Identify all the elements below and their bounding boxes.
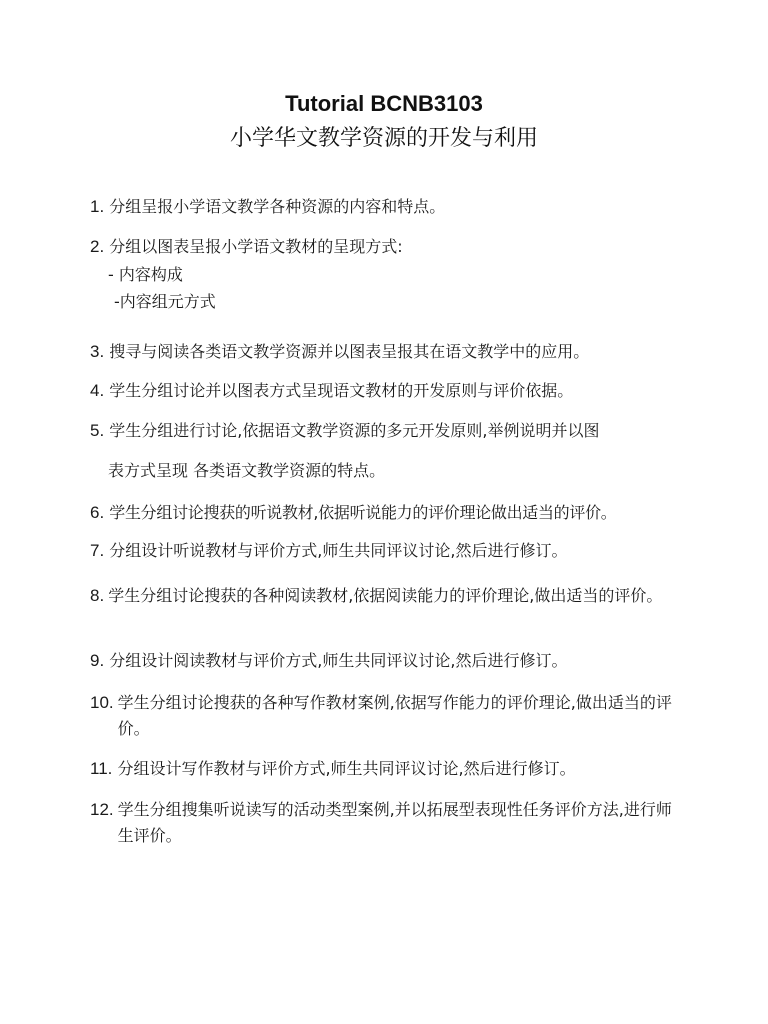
item-text: 分组设计阅读教材与评价方式,师生共同评议讨论,然后进行修订。	[109, 651, 568, 670]
item-number: 11.	[90, 759, 113, 778]
item-number: 7.	[90, 541, 105, 560]
item-number: 12.	[90, 800, 114, 819]
item-text: 学生分组进行讨论,依据语文教学资源的多元开发原则,举例说明并以图	[109, 421, 600, 440]
item-text: 学生分组讨论搜获的各种阅读教材,依据阅读能力的评价理论,做出适当的评价。	[108, 586, 663, 605]
item-text: 分组呈报小学语文教学各种资源的内容和特点。	[109, 197, 446, 216]
item-number: 3.	[90, 342, 105, 361]
list-item-4	[90, 378, 710, 404]
list-item-10	[90, 690, 680, 742]
list-item-6	[90, 500, 700, 526]
item-number: 10.	[90, 693, 114, 712]
item-number: 2.	[90, 237, 105, 256]
item-text: 学生分组搜集听说读写的活动类型案例,并以拓展型表现性任务评价方法,进行师生评价。	[117, 800, 672, 845]
sub-item-content-grouping: -内容组元方式	[114, 292, 216, 311]
list-item-3	[90, 339, 710, 365]
item-text: 分组设计写作教材与评价方式,师生共同评议讨论,然后进行修订。	[117, 759, 576, 778]
course-title: Tutorial BCNB3103	[285, 91, 483, 116]
item-number: 1.	[90, 197, 105, 216]
item-text: 学生分组讨论并以图表方式呈现语文教材的开发原则与评价依据。	[109, 381, 574, 400]
item-text: 学生分组讨论搜获的听说教材,依据听说能力的评价理论做出适当的评价。	[109, 503, 617, 522]
item-number: 8.	[90, 586, 105, 605]
sub-item-content-composition: - 内容构成	[108, 265, 183, 284]
list-item-1	[90, 194, 710, 220]
list-item-9	[90, 648, 710, 674]
course-subtitle: 小学华文教学资源的开发与利用	[229, 126, 538, 151]
item-text: 搜寻与阅读各类语文教学资源并以图表呈报其在语文教学中的应用。	[109, 342, 590, 361]
list-item-11	[90, 756, 710, 782]
list-item-12	[90, 797, 680, 849]
list-item-8	[90, 583, 680, 609]
item-5-continuation: 表方式呈现 各类语文教学资源的特点。	[108, 461, 386, 480]
list-item-7	[90, 538, 710, 564]
list-item-5	[90, 418, 710, 444]
item-number: 4.	[90, 381, 105, 400]
item-number: 5.	[90, 421, 105, 440]
item-number: 6.	[90, 503, 105, 522]
list-item-2	[90, 234, 710, 260]
item-text: 学生分组讨论搜获的各种写作教材案例,依据写作能力的评价理论,做出适当的评价。	[117, 693, 672, 738]
item-number: 9.	[90, 651, 105, 670]
item-text: 分组设计听说教材与评价方式,师生共同评议讨论,然后进行修订。	[109, 541, 568, 560]
title-block	[0, 88, 768, 156]
item-text: 分组以图表呈报小学语文教材的呈现方式:	[109, 237, 403, 256]
